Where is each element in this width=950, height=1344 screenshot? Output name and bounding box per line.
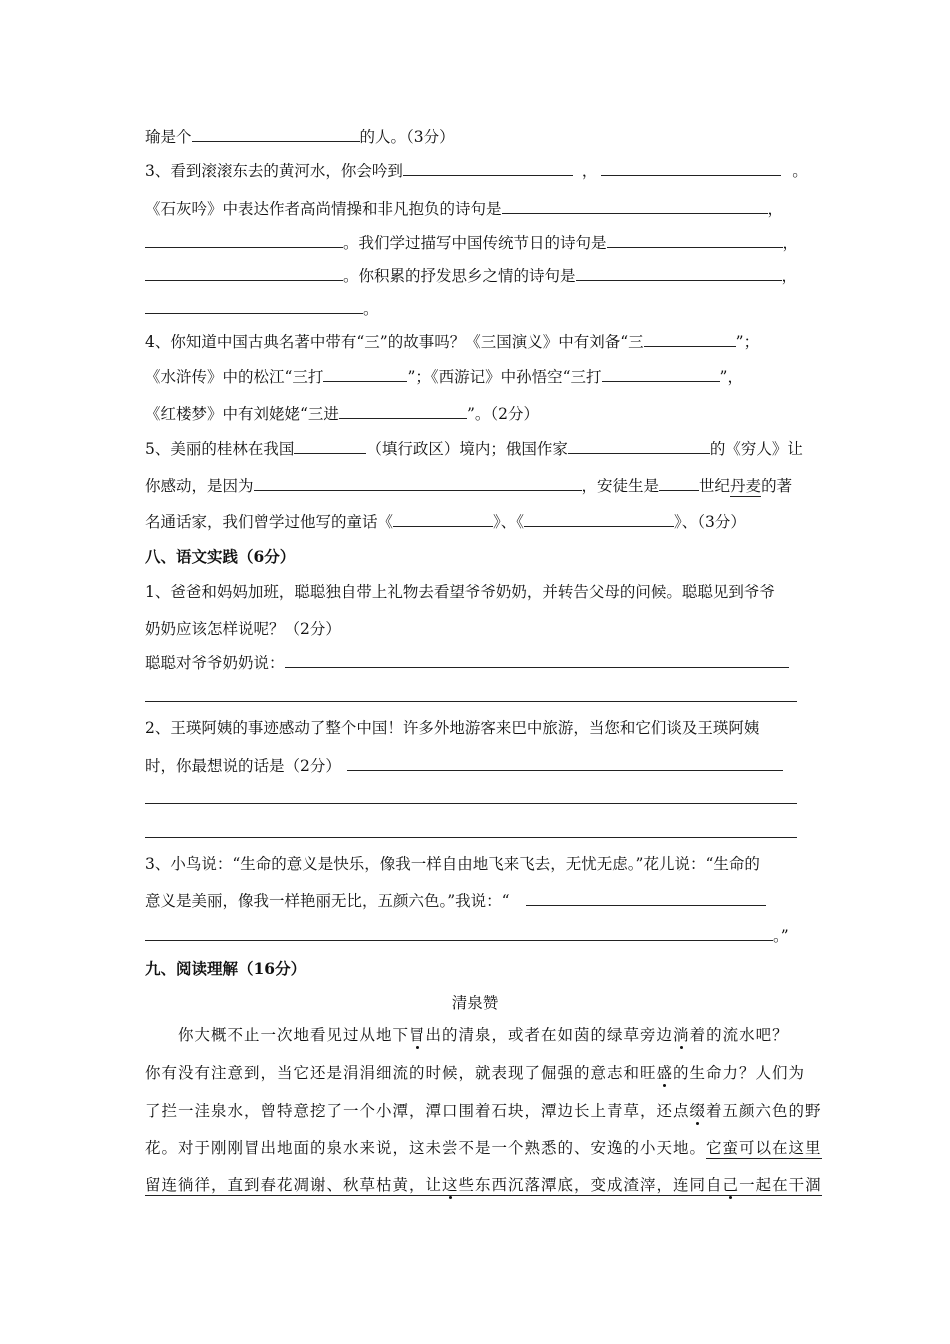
country-underlined: 丹麦 xyxy=(730,477,762,495)
text: 了拦一洼泉水，曾特意挖了一个小潭，潭口围着石块，潭边长上青草，还点 xyxy=(145,1102,690,1120)
text: 的人。（3分） xyxy=(359,128,455,146)
reading-title: 清泉赞 xyxy=(451,994,499,1012)
reading-line-5 xyxy=(145,1174,822,1196)
answer-line[interactable] xyxy=(145,701,797,702)
text: ”；《西游记》中孙悟空“三打 xyxy=(407,368,602,386)
emphasis-char: 冒 xyxy=(409,1026,426,1044)
text: ”。（2分） xyxy=(466,405,539,423)
text: 名通话家，我们曾学过他写的童话《 xyxy=(145,513,394,531)
q5-line-1 xyxy=(145,438,803,460)
answer-blank[interactable] xyxy=(526,890,766,906)
q4-line-1 xyxy=(145,331,759,353)
answer-blank[interactable] xyxy=(602,366,720,382)
emphasis-char: 这 xyxy=(442,1176,459,1194)
answer-blank[interactable] xyxy=(568,438,710,454)
text: （填行政区）境内；俄国作家 xyxy=(366,440,568,458)
q3-line-5 xyxy=(145,298,379,320)
emphasis-char: 缀 xyxy=(689,1102,707,1120)
q3-line-2 xyxy=(145,198,783,220)
q2-tail-line xyxy=(145,126,455,148)
text: 聪聪对爷爷奶奶说： xyxy=(145,654,285,672)
answer-blank[interactable] xyxy=(601,160,781,176)
answer-blank[interactable] xyxy=(145,925,773,941)
answer-blank[interactable] xyxy=(502,198,768,214)
answer-blank[interactable] xyxy=(339,403,467,419)
underlined-sentence: 它蛮可以在这里 xyxy=(706,1139,822,1157)
p2-line-2 xyxy=(145,755,783,777)
text: 。我们学过描写中国传统节日的诗句是 xyxy=(343,234,607,252)
text: 《石灰吟》中表达作者高尚情操和非凡抱负的诗句是 xyxy=(145,200,502,218)
answer-line[interactable] xyxy=(145,837,797,838)
text: 着的流水吧？ xyxy=(689,1026,789,1044)
text: 《水浒传》中的松江“三打 xyxy=(145,368,324,386)
reading-line-3 xyxy=(145,1100,822,1122)
reading-line-1 xyxy=(178,1024,789,1046)
p1-line-2: 奶奶应该怎样说呢？（2分） xyxy=(145,620,341,638)
emphasis-char: 淌 xyxy=(673,1026,690,1044)
text: 的生命力？人们为 xyxy=(673,1064,806,1082)
q3-line-1 xyxy=(145,160,808,182)
q5-line-2 xyxy=(145,475,792,497)
answer-blank[interactable] xyxy=(145,265,343,281)
p3-line-2 xyxy=(145,890,766,912)
text: ， xyxy=(767,200,784,218)
text: 一起在干涸 xyxy=(739,1176,822,1194)
q5-line-3 xyxy=(145,511,746,533)
text: 意义是美丽，像我一样艳丽无比，五颜六色。”我说：“ xyxy=(145,892,510,910)
p3-line-1: 3、小鸟说：“生命的意义是快乐，像我一样自由地飞来飞去，无忧无虑。”花儿说：“生命的 xyxy=(145,855,760,873)
text: 世纪 xyxy=(699,477,731,495)
text: 着五颜六色的野 xyxy=(706,1102,822,1120)
answer-blank[interactable] xyxy=(524,511,674,527)
text: 些东西沉落潭底，变成渣滓，连同自 xyxy=(458,1176,723,1194)
section-8-heading: 八、语文实践（6分） xyxy=(145,547,296,566)
p1-line-3 xyxy=(145,652,789,674)
text: 。你积累的抒发思乡之情的诗句是 xyxy=(343,267,576,285)
p3-line-3 xyxy=(145,925,789,947)
answer-blank[interactable] xyxy=(323,366,407,382)
emphasis-char: 盛 xyxy=(656,1064,674,1082)
answer-line[interactable] xyxy=(145,803,797,804)
answer-blank[interactable] xyxy=(145,232,343,248)
text: 出的清泉，或者在如茵的绿草旁边 xyxy=(425,1026,674,1044)
text: ， xyxy=(782,234,799,252)
text: ，安徒生是 xyxy=(581,477,660,495)
answer-blank[interactable] xyxy=(659,475,699,491)
text: 花。对于刚刚冒出地面的泉水来说，这未尝不是一个熟悉的、安逸的小天地。 xyxy=(145,1139,707,1157)
reading-line-4 xyxy=(145,1137,822,1159)
q4-line-3 xyxy=(145,403,539,425)
answer-blank[interactable] xyxy=(145,298,363,314)
answer-blank[interactable] xyxy=(254,475,582,491)
q3-line-4 xyxy=(145,265,797,287)
answer-blank[interactable] xyxy=(576,265,782,281)
text: 你感动，是因为 xyxy=(145,477,254,495)
text: 。” xyxy=(773,927,789,945)
q4-line-2 xyxy=(145,366,743,388)
text: 瑜是个 xyxy=(145,128,192,146)
text: 《红楼梦》中有刘姥姥“三进 xyxy=(145,405,339,423)
answer-blank[interactable] xyxy=(347,755,783,771)
answer-blank[interactable] xyxy=(607,232,783,248)
q3-line-3 xyxy=(145,232,798,254)
p1-line-1: 1、爸爸和妈妈加班，聪聪独自带上礼物去看望爷爷奶奶，并转告父母的问候。聪聪见到爷爷 xyxy=(145,583,775,601)
text: ”； xyxy=(735,333,760,351)
text: 》、《 xyxy=(493,513,525,531)
underlined-sentence xyxy=(145,1176,822,1196)
text: ， xyxy=(581,162,598,180)
text: 留连徜徉，直到春花凋谢、秋草枯黄，让 xyxy=(145,1176,443,1194)
answer-blank[interactable] xyxy=(192,126,360,142)
answer-blank[interactable] xyxy=(644,331,736,347)
p2-line-1: 2、王瑛阿姨的事迹感动了整个中国！许多外地游客来巴中旅游，当您和它们谈及王瑛阿姨 xyxy=(145,719,760,737)
reading-line-2 xyxy=(145,1062,805,1084)
text: ”， xyxy=(719,368,743,386)
text: 。 xyxy=(363,300,379,318)
answer-blank[interactable] xyxy=(285,652,789,668)
answer-blank[interactable] xyxy=(393,511,493,527)
text: ， xyxy=(781,267,798,285)
text: 时，你最想说的话是（2分） xyxy=(145,757,341,775)
answer-blank[interactable] xyxy=(403,160,573,176)
text: 的《穷人》让 xyxy=(709,440,803,458)
text: 的著 xyxy=(761,477,793,495)
text: 你大概不止一次地看见过从地下 xyxy=(178,1026,410,1044)
text: 你有没有注意到，当它还是涓涓细流的时候，就表现了倔强的意志和旺 xyxy=(145,1064,657,1082)
text: 。 xyxy=(792,162,808,180)
emphasis-char: 己 xyxy=(722,1176,740,1194)
question-text: 3、看到滚滚东去的黄河水，你会吟到 xyxy=(145,162,403,180)
question-text: 4、你知道中国古典名著中带有“三”的故事吗？《三国演义》中有刘备“三 xyxy=(145,333,644,351)
text: 》、（3分） xyxy=(674,513,746,531)
question-text: 5、美丽的桂林在我国 xyxy=(145,440,295,458)
answer-blank[interactable] xyxy=(294,438,366,454)
section-9-heading: 九、阅读理解（16分） xyxy=(145,959,307,978)
